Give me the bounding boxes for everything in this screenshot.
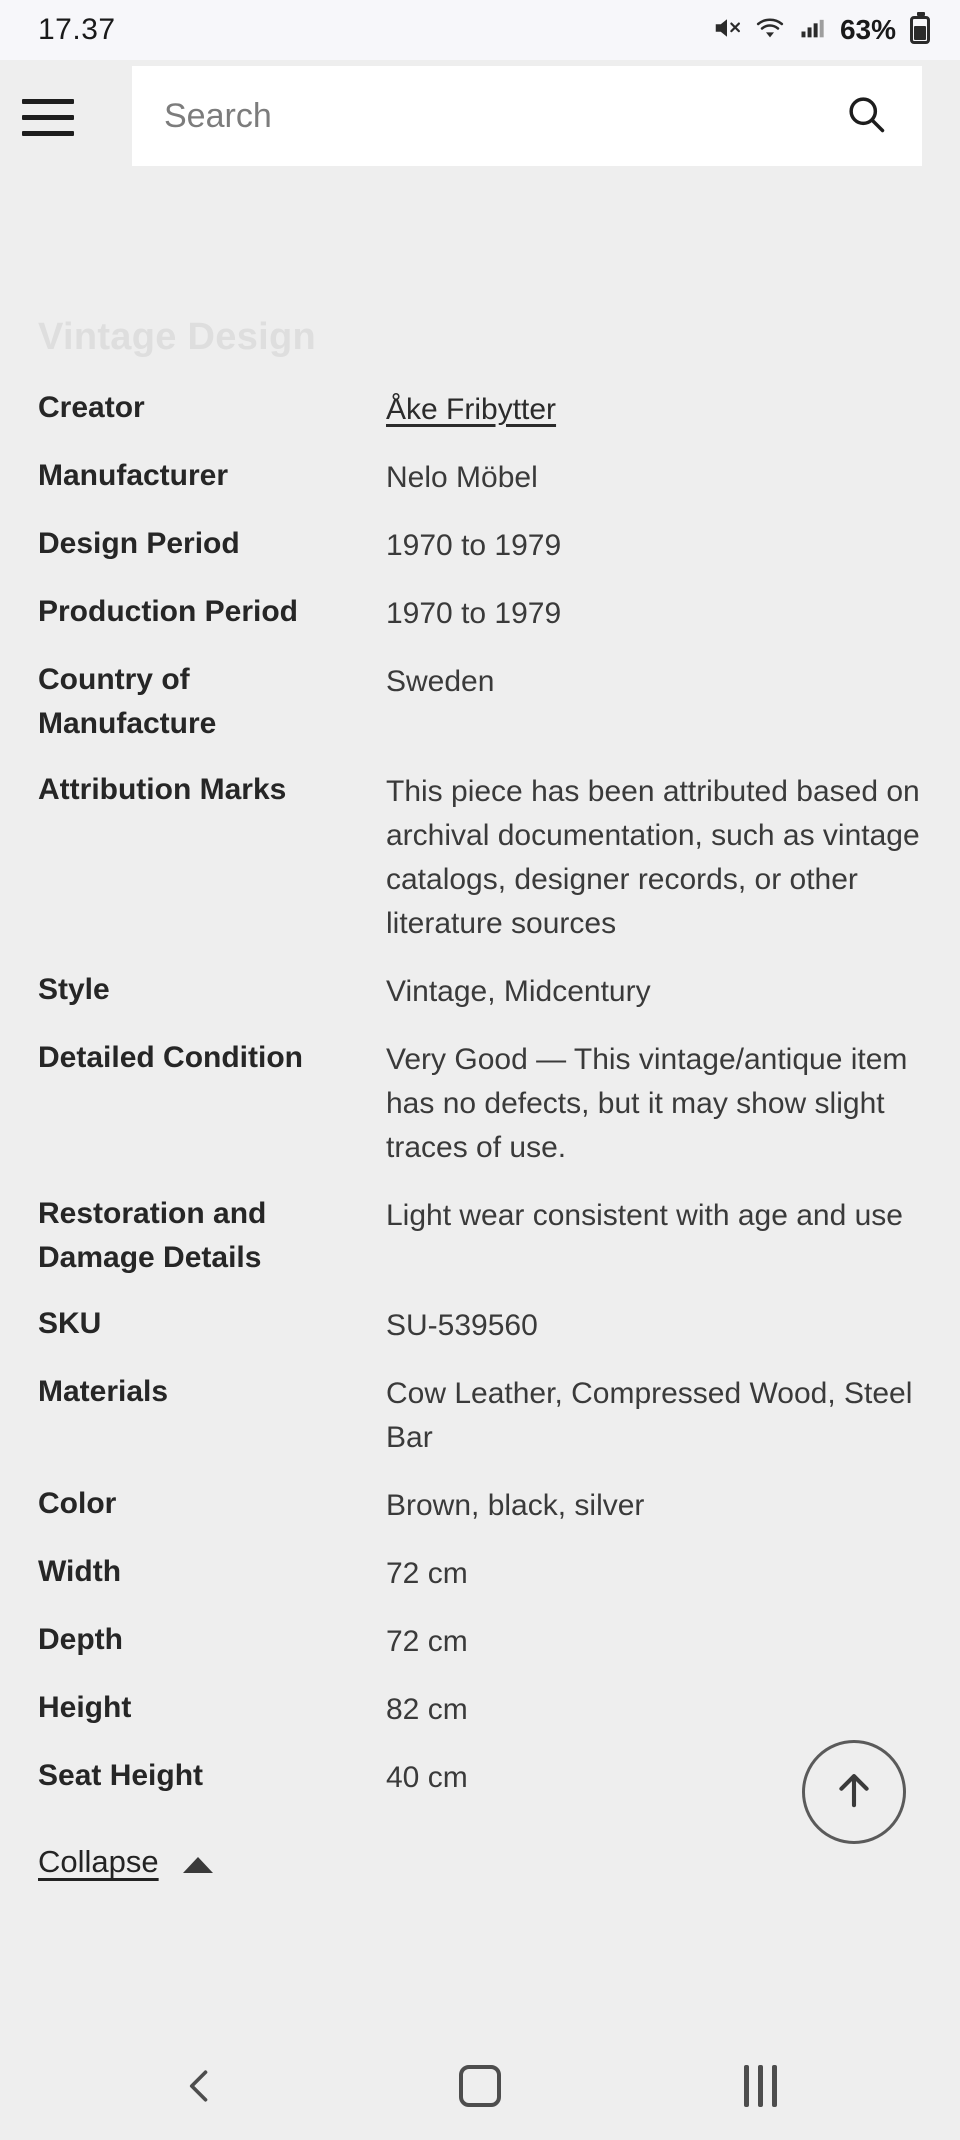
table-row [38,1686,922,1732]
spec-value: This piece has been attributed based on archival documentation, such as vintage catalogs, designer records, or other literature sources [386,775,920,940]
spec-label: Color [38,1487,117,1520]
spec-value: 40 cm [386,1761,468,1794]
spec-label: Production Period [38,595,299,628]
cellular-signal-icon [798,13,826,48]
spec-label: Attribution Marks [38,773,287,806]
app-top-bar [0,60,960,168]
spec-value: Vintage, Midcentury [386,975,651,1008]
battery-percent-label: 63% [839,14,896,45]
spec-label: Manufacturer [38,459,229,492]
back-chevron-icon[interactable] [140,2032,260,2140]
status-clock: 17.37 [38,13,116,46]
table-row [38,968,922,1014]
home-square-icon[interactable] [420,2032,540,2140]
status-indicators [712,13,930,48]
system-navigation-bar [0,2032,960,2140]
product-details-panel [0,168,960,2032]
spec-value: Light wear consistent with age and use [386,1199,903,1232]
table-row [38,768,922,946]
table-row [38,658,922,746]
table-row [38,386,922,432]
spec-label: Width [38,1555,122,1588]
spec-label: Country of Manufacture [38,663,217,740]
spec-value: SU-539560 [386,1309,538,1342]
spec-label: Creator [38,391,145,424]
arrow-up-icon [828,1764,880,1821]
hamburger-menu-icon[interactable] [0,60,96,168]
page-title: Vintage Design [38,316,317,358]
spec-value: 72 cm [386,1625,468,1658]
spec-label: Seat Height [38,1759,204,1792]
spec-label: Style [38,973,110,1006]
spec-value: Brown, black, silver [386,1489,645,1522]
wifi-icon [754,13,786,48]
table-row [38,1036,922,1170]
collapse-toggle[interactable] [38,1844,213,1880]
spec-value: Sweden [386,665,495,698]
specification-table [38,386,922,1800]
table-row [38,1192,922,1280]
spec-value: Very Good — This vintage/antique item has no defects, but it may show slight traces of use. [386,1043,908,1164]
spec-value: 1970 to 1979 [386,529,562,562]
mute-icon [712,13,742,48]
scroll-to-top-button[interactable] [802,1740,906,1844]
spec-label: Restoration and Damage Details [38,1197,267,1274]
table-row [38,590,922,636]
table-row [38,1550,922,1596]
spec-label: Height [38,1691,132,1724]
status-bar [0,0,960,60]
spec-value: Nelo Möbel [386,461,538,494]
spec-label: Depth [38,1623,123,1656]
battery-icon [910,16,930,44]
spec-label: SKU [38,1307,102,1340]
table-row [38,454,922,500]
search-icon[interactable] [844,92,888,141]
spec-value-creator-link[interactable]: Åke Fribytter [386,393,557,426]
table-row [38,1482,922,1528]
table-row [38,1302,922,1348]
recents-bars-icon[interactable] [700,2032,820,2140]
caret-up-icon [183,1857,213,1873]
spec-label: Detailed Condition [38,1041,303,1074]
table-row [38,1754,922,1800]
spec-value: 72 cm [386,1557,468,1590]
spec-value: 82 cm [386,1693,468,1726]
search-input[interactable] [164,97,844,136]
collapse-label: Collapse [38,1844,159,1879]
spec-label: Design Period [38,527,240,560]
table-row [38,1618,922,1664]
search-bar[interactable] [132,66,922,166]
table-row [38,1370,922,1460]
table-row [38,522,922,568]
spec-label: Materials [38,1375,169,1408]
spec-value: Cow Leather, Compressed Wood, Steel Bar [386,1377,913,1454]
spec-value: 1970 to 1979 [386,597,562,630]
